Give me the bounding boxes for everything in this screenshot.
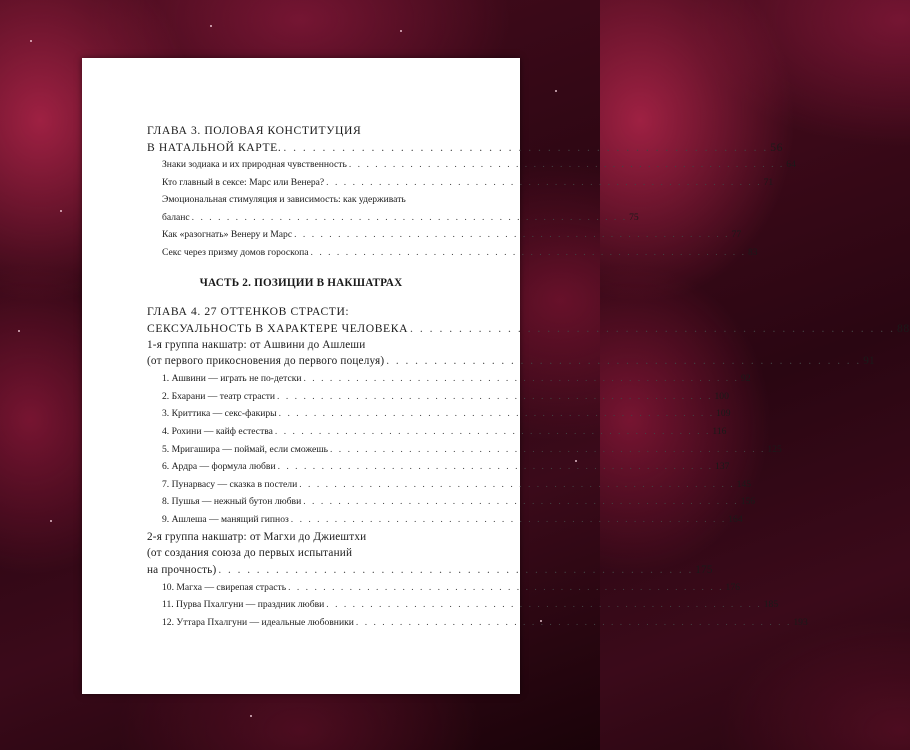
background-star: [18, 330, 20, 332]
dot-leader: [289, 511, 728, 529]
toc-item-page: 145: [736, 478, 752, 490]
group-2-title-line3: на прочность): [147, 564, 217, 577]
group-1-page: 91: [863, 355, 875, 368]
toc-item-page: 137: [715, 461, 730, 473]
dot-leader: [273, 423, 712, 441]
dot-leader: [286, 579, 725, 597]
toc-item-page: 71: [763, 176, 774, 188]
toc-item-label: 1. Ашвини — играть не по-детски: [162, 373, 302, 385]
toc-item: [162, 244, 758, 262]
toc-item-label: Знаки зодиака и их природная чувственность: [162, 159, 347, 170]
group-2-title-line2: (от создания союза до первых испытаний: [147, 547, 353, 560]
toc-item-page: 164: [728, 513, 743, 525]
dot-leader: [297, 476, 736, 494]
background-star: [250, 715, 252, 717]
dot-leader: [276, 458, 715, 476]
part-2-heading: ЧАСТЬ 2. ПОЗИЦИИ В НАКШАТРАХ: [199, 276, 403, 289]
toc-item-page: 176: [725, 581, 740, 593]
toc-item-label: 12. Уттара Пхалгуни — идеальные любовники: [162, 617, 354, 629]
toc-item-label: 9. Ашлеша — манящий гипноз: [162, 513, 289, 525]
dot-leader: [324, 596, 763, 614]
chapter-4-title-line2: СЕКСУАЛЬНОСТЬ В ХАРАКТЕРЕ ЧЕЛОВЕКА: [147, 321, 409, 335]
toc-item-label: Эмоциональная стимуляция и зависимость: как удерживать: [162, 194, 406, 206]
toc-item: [162, 493, 756, 511]
group-1-title-line2: (от первого прикосновения до первого поцелуя): [147, 355, 385, 368]
toc-item: [162, 370, 751, 388]
dot-leader: [324, 174, 763, 192]
toc-item-page: 64: [786, 159, 796, 170]
toc-item-label: Кто главный в сексе: Марс или Венера?: [162, 176, 325, 188]
toc-item-label: Секс через призму домов гороскопа: [162, 246, 309, 258]
toc-item-label: Как «разогнать» Венеру и Марс: [162, 229, 293, 241]
background-star: [30, 40, 32, 42]
toc-item: [162, 226, 742, 244]
toc-item-label: 5. Мригашира — поймай, если сможешь: [162, 443, 328, 455]
toc-item-page: 92: [740, 373, 751, 385]
dot-leader: [281, 139, 770, 156]
toc-item-page: 109: [716, 408, 731, 420]
dot-leader: [354, 614, 793, 632]
toc-item: [162, 441, 782, 459]
toc-item: [162, 423, 727, 441]
toc-item-label: 7. Пунарвасу — сказка в постели: [162, 478, 298, 490]
chapter-3-entry: [147, 122, 784, 156]
background-star: [210, 25, 212, 27]
dot-leader: [347, 156, 786, 174]
dot-leader: [309, 244, 748, 262]
chapter-3-page: 56: [770, 141, 784, 154]
toc-item: [162, 596, 779, 614]
toc-item: [162, 174, 774, 192]
toc-item-label: 11. Пурва Пхалгуни — праздник любви: [162, 599, 325, 611]
chapter-3-title-line1: ГЛАВА 3. ПОЛОВАЯ КОНСТИТУЦИЯ: [147, 124, 362, 137]
dot-leader: [275, 388, 714, 406]
toc-item: [162, 614, 808, 632]
background-star: [555, 90, 557, 92]
toc-item: [162, 209, 639, 227]
chapter-3-title-line2: В НАТАЛЬНОЙ КАРТЕ.: [147, 141, 282, 154]
dot-leader: [301, 493, 740, 511]
toc-item-page: 116: [712, 425, 727, 437]
toc-item-page: 77: [731, 229, 742, 241]
toc-item-page: 75: [629, 211, 639, 223]
toc-item-page: 193: [793, 617, 808, 629]
group-2-entry: [147, 529, 713, 579]
group-2-title-line1: 2-я группа накшатр: от Магхи до Джиештхи: [147, 530, 367, 543]
group-1-title-line1: 1-я группа накшатр: от Ашвини до Ашлеши: [147, 338, 366, 351]
toc-item: [162, 511, 743, 529]
toc-item-label: 8. Пушья — нежный бутон любви: [162, 496, 302, 508]
background-star: [50, 520, 52, 522]
group-2-page: 175: [695, 564, 713, 577]
toc-item: [162, 579, 740, 597]
toc-item: [162, 458, 730, 476]
toc-item-page: 125: [767, 443, 782, 455]
table-of-contents: [147, 122, 910, 632]
dot-leader: [292, 226, 731, 244]
toc-item-page: 100: [714, 390, 729, 402]
dot-leader: [328, 441, 767, 459]
toc-item: [162, 388, 729, 406]
toc-item: [162, 156, 796, 174]
dot-leader: [384, 353, 863, 370]
dot-leader: [408, 320, 897, 337]
dot-leader: [277, 405, 716, 423]
chapter-4-page: 88: [897, 321, 910, 335]
group-1-items: [147, 370, 782, 528]
toc-item-page: 185: [763, 599, 779, 611]
group-1-entry: [147, 337, 875, 371]
toc-item: [162, 476, 752, 494]
group-2-items: [147, 579, 808, 632]
toc-item-label: 10. Магха — свирепая страсть: [162, 581, 287, 593]
toc-item-label: 4. Рохини — кайф естества: [162, 425, 273, 437]
chapter-4-entry: [147, 303, 910, 337]
chapter-4-title-line1: ГЛАВА 4. 27 ОТТЕНКОВ СТРАСТИ:: [147, 304, 350, 318]
toc-item-page: 156: [740, 496, 756, 508]
book-page: [82, 58, 910, 694]
toc-item-label: 6. Ардра — формула любви: [162, 461, 276, 473]
chapter-3-subitems: [147, 156, 796, 262]
background-star: [400, 30, 402, 32]
toc-item: [162, 405, 731, 423]
background-star: [60, 210, 62, 212]
dot-leader: [190, 209, 629, 227]
toc-item-label: 3. Криттика — секс-факиры: [162, 408, 277, 420]
dot-leader: [216, 562, 695, 579]
toc-item-label: баланс: [162, 211, 190, 223]
dot-leader: [302, 370, 741, 388]
toc-item-page: 83: [747, 246, 758, 258]
toc-item-label: 2. Бхарани — театр страсти: [162, 390, 276, 402]
